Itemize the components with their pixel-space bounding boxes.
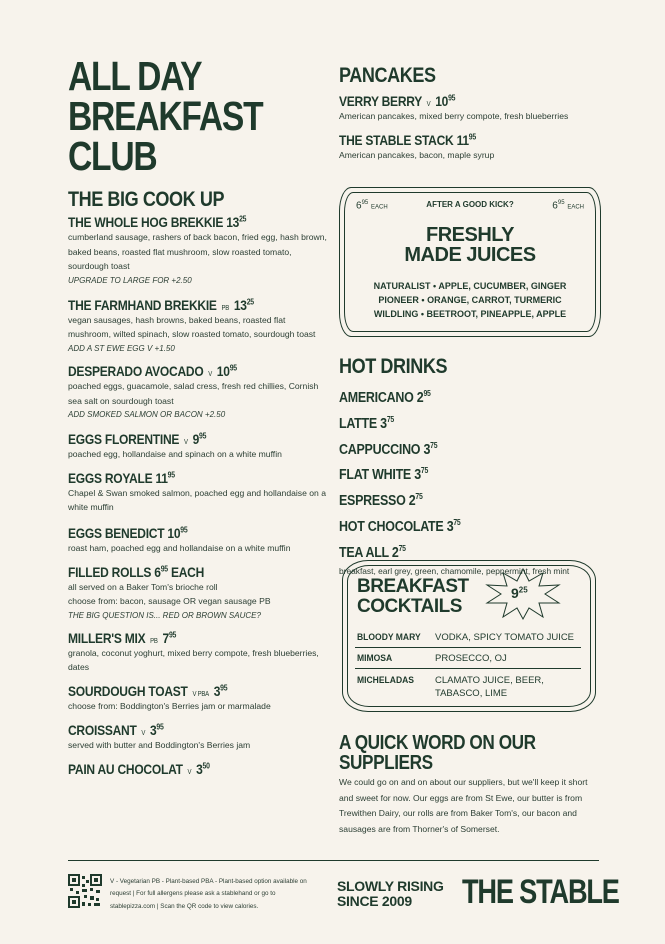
juice-line: NATURALIST • APPLE, CUCUMBER, GINGER [373,281,567,291]
left-column [68,53,330,778]
cocktail-row: MICHELADAS CLAMATO JUICE, BEER, TABASCO, LIME [357,675,544,699]
drink-price: 2 [416,389,424,406]
item-name: DESPERADO AVOCADO V $10^{95}$ [68,362,237,379]
item-extra: ADD A ST EWE EGG V +1.50 [68,343,175,353]
menu-item [339,132,599,163]
item-name: THE WHOLE HOG BREKKIE $13^{25}$ [68,214,247,230]
drink-price: 2 [391,544,399,561]
menu-item [68,363,330,421]
item-price: 6 [154,563,161,580]
item-pence: 95 [199,431,207,441]
item-pence: 95 [160,563,168,573]
drink-pence: 75 [453,518,461,528]
big-cook-up-heading: THE BIG COOK UP [68,188,225,211]
diet-tag: V PBA [192,690,209,698]
hot-drinks-list [339,383,601,564]
item-name: VERRY BERRY V $10^{95}$ [339,93,456,109]
item-description: served with butter and Boddington's Berries jam [68,739,251,750]
title-line-2: BREAKFAST [68,93,263,139]
juice-price-right: $6^{95}$ EACH [552,200,584,212]
drink-item: FLAT WHITE $3^{75}$ [339,466,429,484]
juice-price-left: $6^{95}$ EACH [356,200,388,212]
drink-price: 3 [423,441,431,458]
item-description: roast ham, poached egg and hollandaise on a white muffin [68,542,291,553]
suppliers-heading-2: SUPPLIERS [339,752,433,774]
drink-item: CAPPUCCINO $3^{75}$ [339,440,438,458]
title-line-1: ALL DAY [68,53,202,99]
cocktail-row: BLOODY MARY VODKA, SPICY TOMATO JUICE [357,632,575,643]
drink-pence: 75 [420,466,429,476]
diet-tag: V [426,101,431,108]
item-name: EGGS FLORENTINE V $9^{95}$ [68,431,207,448]
menu-item [68,564,330,622]
drink-item: TEA ALL $2^{75}$ [339,543,406,561]
item-price: 10 [216,362,230,379]
item-name: SOURDOUGH TOAST V PBA $3^{95}$ [68,682,228,699]
drink-item: AMERICANO $2^{95}$ [339,389,431,406]
drink-pence: 95 [423,389,431,398]
drink-price: 2 [408,493,416,510]
item-pence: 95 [168,630,177,640]
item-name: EGGS ROYALE $11^{95}$ [68,469,175,486]
item-pence: 95 [180,525,188,535]
brand-logo: THE STABLE [462,873,619,911]
item-price: 13 [233,296,247,313]
cocktails-heading: BREAKFAST COCKTAILS [357,576,469,617]
juice-line: WILDLING • BEETROOT, PINEAPPLE, APPLE [373,309,567,319]
item-pence: 95 [220,683,228,693]
menu-item [68,683,330,714]
footer-legend: V - Vegetarian PB - Plant-based PBA - Plant-based option available on request | For full allergens please ask a stablehand or go to stablepizza.com | Scan the QR code to view calories. [110,878,307,910]
juice-kicker: AFTER A GOOD KICK? [426,200,514,209]
hot-drinks-section [339,355,601,578]
suppliers-section [339,733,599,837]
cocktail-row: MIMOSA PROSECCO, OJ [357,653,507,664]
drink-item: LATTE $3^{75}$ [339,414,394,432]
item-price: 13 [226,214,240,230]
qr-code-icon[interactable] [68,874,102,908]
item-description: choose from: bacon, sausage OR vegan sausage PB [68,596,271,607]
item-extra: THE BIG QUESTION IS... RED OR BROWN SAUCE? [68,610,261,620]
right-column [339,64,599,162]
diet-tag: V [187,769,192,777]
drink-pence: 75 [415,492,423,502]
diet-tag: PB [150,637,158,645]
item-pence: 95 [229,363,237,373]
item-description: choose from: Boddington's Berries jam or marmalade [68,700,271,711]
item-description: Chapel & Swan smoked salmon, poached egg and hollandaise on a white muffin [68,487,326,513]
cocktails-box [342,560,596,712]
juice-line: PIONEER • ORANGE, CARROT, TURMERIC [378,295,562,305]
drink-item: HOT CHOCOLATE $3^{75}$ [339,518,461,535]
hot-drinks-heading: HOT DRINKS [339,355,448,378]
item-extra: UPGRADE TO LARGE FOR +2.50 [68,275,192,285]
item-price: 11 [155,469,168,486]
item-description: vegan sausages, hash browns, baked beans, roasted flat mushroom, wilted spinach, slow roasted tomato, sourdough toast [68,314,316,340]
menu-item [68,297,330,355]
drink-item: ESPRESSO $2^{75}$ [339,492,423,510]
item-price: 9 [192,431,200,448]
item-description: poached egg, hollandaise and spinach on a white muffin [68,449,282,460]
juice-heading: FRESHLY MADE JUICES [404,224,536,266]
item-price: 3 [196,761,203,778]
item-pence: 95 [156,721,164,731]
suppliers-heading-1: A QUICK WORD ON OUR [339,732,536,754]
menu-item [68,722,330,753]
item-description: cumberland sausage, rashers of back bacon, fried egg, hash brown, baked beans, roasted flat mushroom, slow roasted tomato, sourdough toast [68,232,327,272]
item-pence: 25 [246,297,254,307]
pancakes-heading: PANCAKES [339,64,436,87]
juices-box [339,187,601,337]
menu-item [68,761,330,777]
diet-tag: V [184,439,188,447]
footer-slogan: SLOWLY RISING SINCE 2009 [337,878,444,909]
menu-item [68,470,330,515]
item-price: 10 [435,93,449,109]
item-price: 11 [456,131,469,148]
menu-item [339,93,599,124]
item-pence: 95 [468,131,476,141]
tea-description: breakfast, earl grey, green, chamomile, peppermint, fresh mint [339,565,570,576]
menu-item [68,525,330,556]
item-extra: ADD SMOKED SALMON OR BACON +2.50 [68,410,226,420]
pancakes-list [339,93,599,162]
item-price: 7 [162,629,169,646]
diet-tag: V [141,729,146,737]
drink-price: 3 [380,415,387,432]
cocktail-price: $9^{25}$ [511,585,528,601]
suppliers-text: We could go on and on about our suppliers, but we'll keep it short and sweet for now. Our eggs are from St Ewe, our butter is from Trewithen Dairy, our rolls are from Baker Tom's, our bacon and sausages are from Thorner's of Somerset. [339,777,588,834]
juice-list [340,279,600,321]
item-price: 3 [213,682,221,699]
drink-pence: 75 [430,440,438,450]
menu-item [68,630,330,675]
item-description: poached eggs, guacamole, salad cress, fresh red chillies, Cornish sea salt on sourdough toast [68,380,319,406]
item-name: FILLED ROLLS $6^{95}$ EACH [68,563,205,580]
item-name: THE STABLE STACK $11^{95}$ [339,131,476,148]
item-description: American pancakes, mixed berry compote, fresh blueberries [339,111,569,121]
drink-pence: 75 [386,414,394,424]
big-cook-up-list [68,214,330,777]
item-name: THE FARMHAND BREKKIE PB $13^{25}$ [68,296,254,313]
drink-price: 3 [414,467,421,484]
menu-item [68,214,330,287]
item-name: PAIN AU CHOCOLAT V $3^{50}$ [68,761,210,778]
item-pence: 25 [239,214,247,224]
item-name: CROISSANT V $3^{95}$ [68,721,164,738]
item-description: American pancakes, bacon, maple syrup [339,149,495,160]
item-price: 3 [149,721,157,738]
drink-price: 3 [446,518,454,535]
item-description: granola, coconut yoghurt, mixed berry compote, fresh blueberries, dates [68,647,319,673]
menu-title [68,53,330,182]
item-pence: 95 [448,93,456,103]
item-pence: 95 [167,470,175,480]
item-price: 10 [167,524,181,541]
item-description: all served on a Baker Tom's brioche roll [68,581,218,592]
diet-tag: V [208,370,212,378]
item-name: EGGS BENEDICT $10^{95}$ [68,524,188,541]
menu-item [68,431,330,462]
diet-tag: PB [221,304,230,312]
item-pence: 50 [202,761,210,771]
title-line-3: CLUB [68,133,157,179]
drink-pence: 75 [398,543,406,553]
item-name: MILLER'S MIX PB $7^{95}$ [68,629,177,646]
